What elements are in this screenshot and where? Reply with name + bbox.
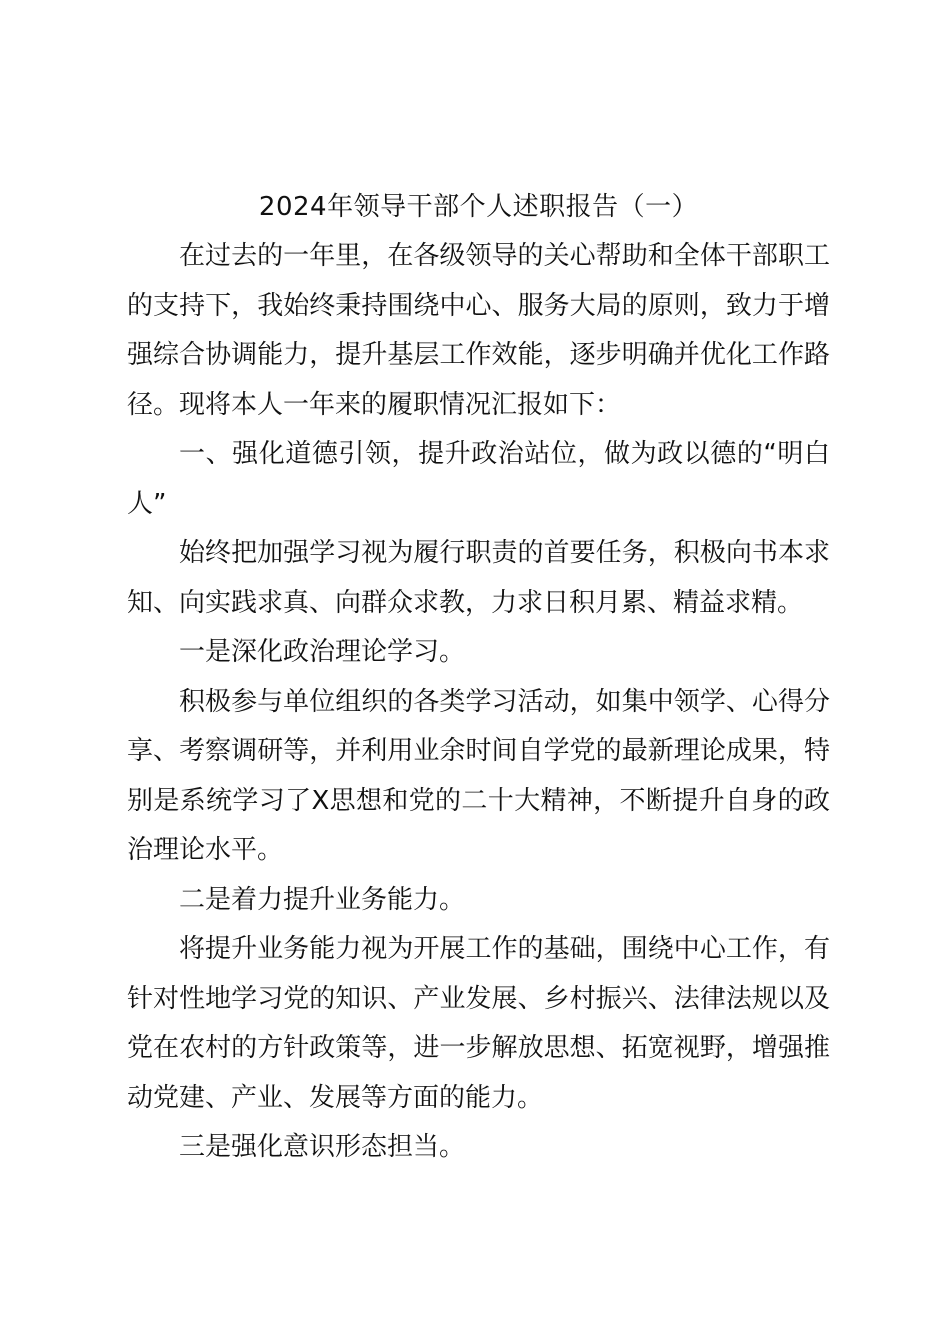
subheading-ideology: 三是强化意识形态担当。	[179, 1132, 466, 1162]
subheading-business-ability: 二是着力提升业务能力。	[179, 884, 466, 915]
paragraph-business-ability: 将提升业务能力视为开展工作的基础，围绕中心工作，有针对性地学习党的知识、产业发展、乡村振兴、法律法规以及党在农村的方针政策等，进一步解放思想、拓宽视野，增强推动党建、产业、发展等方面的能力。	[127, 934, 830, 1113]
section-heading-one: 一、强化道德引领，提升政治站位，做为政以德的“明白人”	[127, 439, 830, 519]
paragraph-intro: 在过去的一年里，在各级领导的关心帮助和全体干部职工的支持下，我始终秉持围绕中心、服务大局的原则，致力于增强综合协调能力，提升基层工作效能，逐步明确并优化工作路径。现将本人一年来的履职情况汇报如下：	[127, 241, 830, 420]
paragraph-learning: 始终把加强学习视为履行职责的首要任务，积极向书本求知、向实践求真、向群众求教，力求日积月累、精益求精。	[127, 538, 830, 618]
paragraph-theory-study: 积极参与单位组织的各类学习活动，如集中领学、心得分享、考察调研等，并利用业余时间自学党的最新理论成果，特别是系统学习了X思想和党的二十大精神，不断提升自身的政治理论水平。	[127, 686, 830, 865]
document-body	[127, 183, 830, 1173]
document-title: 2024年领导干部个人述职报告（一）	[258, 192, 699, 222]
subheading-theory-study: 一是深化政治理论学习。	[179, 637, 466, 667]
